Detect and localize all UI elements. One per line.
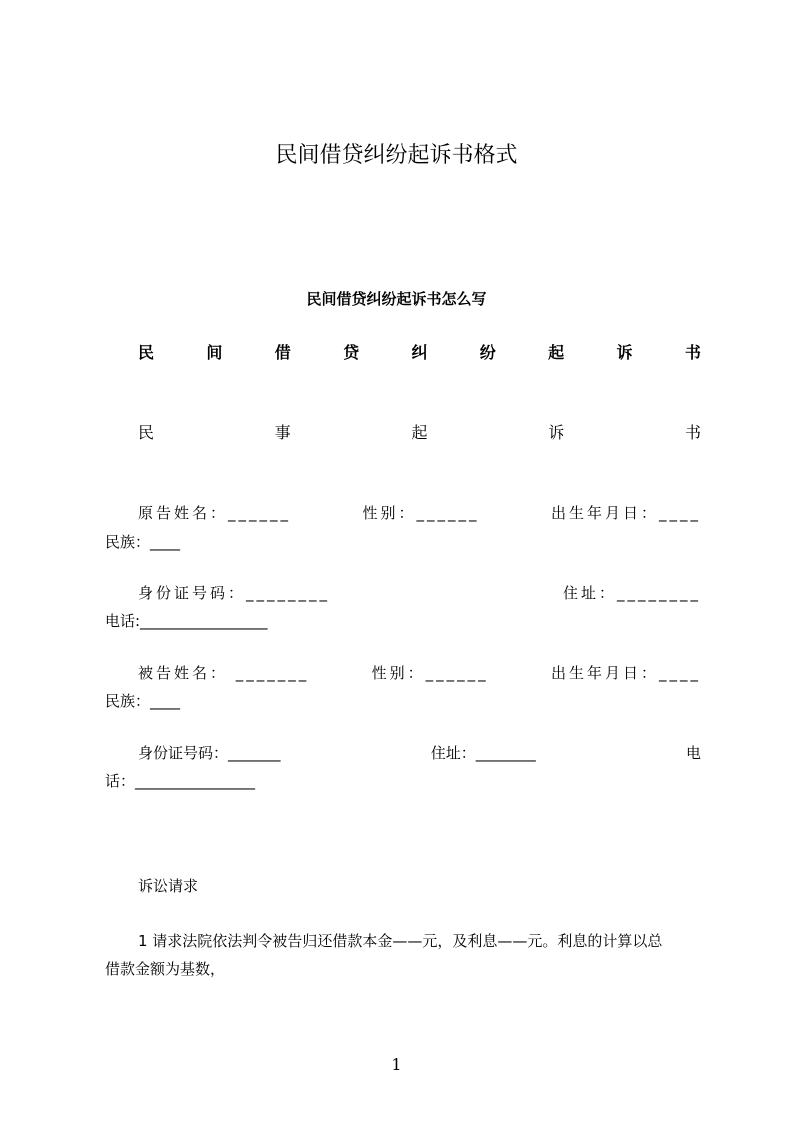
heading-char: 诉 bbox=[616, 343, 633, 362]
plaintiff-gender-field: 性别：______ bbox=[362, 504, 480, 522]
heading-char: 书 bbox=[684, 343, 701, 362]
document-subtitle: 民间借贷纠纷起诉书怎么写 bbox=[306, 290, 487, 308]
heading-char: 贷 bbox=[343, 343, 360, 362]
plaintiff-row-2 bbox=[138, 586, 701, 601]
page-number: 1 bbox=[391, 1055, 402, 1074]
plaintiff-name-field: 原告姓名：______ bbox=[138, 504, 292, 522]
heading-char: 借 bbox=[274, 343, 291, 362]
defendant-name-field: 被告姓名： _______ bbox=[138, 664, 310, 682]
heading-char: 间 bbox=[206, 343, 223, 362]
claim-1-line-2: 借款金额为基数， bbox=[105, 960, 226, 978]
heading-char: 民 bbox=[138, 343, 155, 362]
plaintiff-row-1 bbox=[138, 506, 701, 521]
defendant-gender-field: 性别：______ bbox=[371, 664, 489, 682]
plaintiff-birth-field: 出生年月日：____ bbox=[550, 504, 701, 522]
defendant-ethnicity-field: 民族：____ bbox=[105, 692, 181, 710]
plaintiff-address-field: 住址：________ bbox=[562, 584, 701, 602]
plaintiff-ethnicity-field: 民族：____ bbox=[105, 533, 181, 551]
defendant-id-field: 身份证号码：_______ bbox=[138, 744, 281, 762]
heading-char: 纠 bbox=[411, 343, 428, 362]
claims-heading: 诉讼请求 bbox=[138, 877, 199, 895]
defendant-row-2 bbox=[138, 746, 701, 761]
plaintiff-phone-field: 电话:_________________ bbox=[105, 612, 268, 630]
heading-char: 纷 bbox=[479, 343, 496, 362]
defendant-birth-field: 出生年月日：____ bbox=[550, 664, 701, 682]
heading-char: 诉 bbox=[548, 423, 565, 442]
heading-spread-2 bbox=[138, 425, 701, 441]
claim-1-line-1: 1 请求法院依法判令被告归还借款本金——元，及利息——元。利息的计算以总 bbox=[138, 932, 663, 950]
defendant-address-field: 住址：________ bbox=[430, 744, 536, 762]
heading-char: 民 bbox=[138, 423, 155, 442]
defendant-phone-field-rest: 话：________________ bbox=[105, 772, 256, 790]
heading-char: 起 bbox=[411, 423, 428, 442]
defendant-phone-field-start: 电 bbox=[685, 744, 701, 762]
plaintiff-id-field: 身份证号码：________ bbox=[138, 584, 331, 602]
heading-char: 起 bbox=[548, 343, 565, 362]
defendant-row-1 bbox=[138, 666, 701, 681]
document-title: 民间借贷纠纷起诉书格式 bbox=[275, 143, 518, 168]
heading-char: 书 bbox=[684, 423, 701, 442]
heading-spread-1 bbox=[138, 345, 701, 361]
heading-char: 事 bbox=[274, 423, 291, 442]
